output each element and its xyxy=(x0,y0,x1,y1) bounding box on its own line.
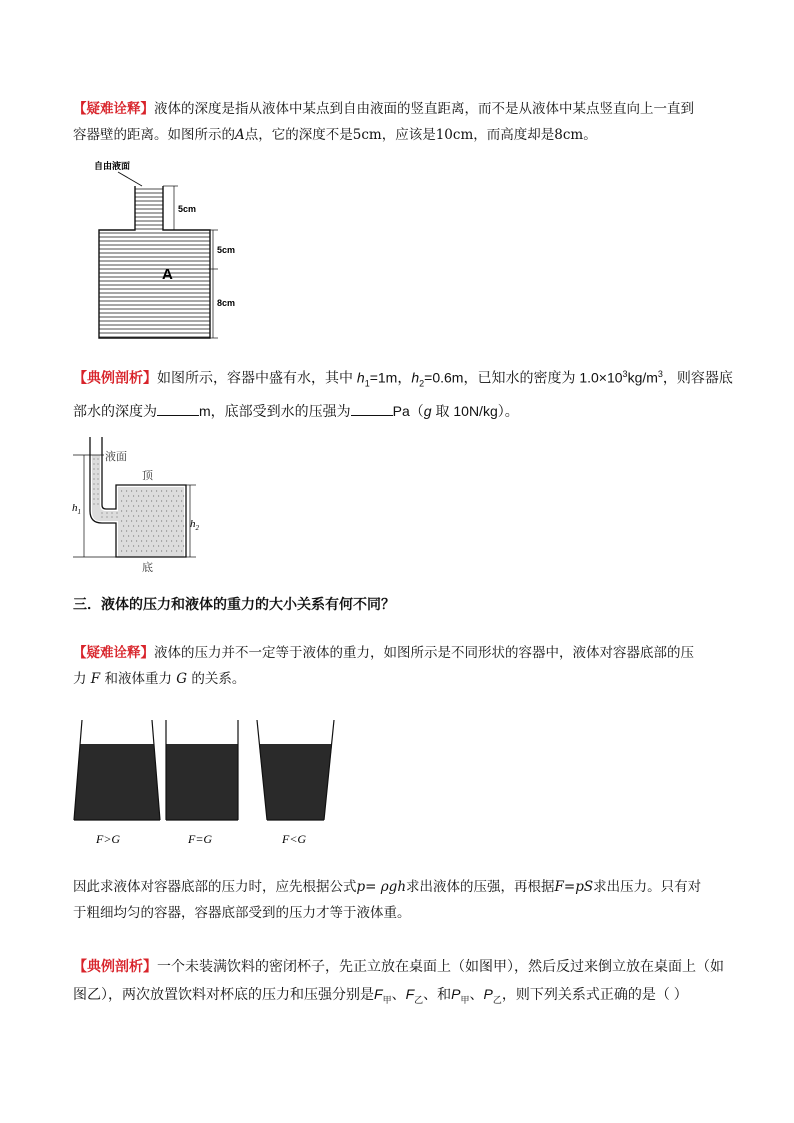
caption-f-equal-g: F=G xyxy=(188,832,213,846)
bottom-label: 底 xyxy=(142,561,153,574)
answer-blank-pressure[interactable] xyxy=(351,401,393,416)
dim-bottom-label: 8cm xyxy=(217,298,236,308)
point-a-label: A xyxy=(235,127,245,143)
dim-mid-label: 5cm xyxy=(217,245,236,255)
top-label: 顶 xyxy=(142,469,153,482)
tag-explanation-2: 【疑难诠释】 xyxy=(73,645,154,660)
explanation-paragraph-2: 【疑难诠释】液体的压力并不一定等于液体的重力，如图所示是不同形状的容器中，液体对容器底部的压 力 F 和液体重力 G 的关系。 xyxy=(73,645,694,687)
answer-blank-depth[interactable] xyxy=(157,401,199,416)
point-a-marker: A xyxy=(162,266,173,283)
free-surface-label: 自由液面 xyxy=(94,161,131,171)
tag-example: 【典例剖析】 xyxy=(73,369,157,386)
conclusion-paragraph: 因此求液体对容器底部的压力时，应先根据公式p= ρgh求出液体的压强，再根据F=pS求出压力。只有对 于粗细均匀的容器，容器底部受到的压力才等于液体重。 xyxy=(73,879,702,921)
figure-depth-diagram xyxy=(90,158,270,343)
caption-f-greater-g: F>G xyxy=(96,832,121,846)
formula-pressure: p= ρgh xyxy=(356,879,407,895)
tag-explanation: 【疑难诠释】 xyxy=(73,101,154,116)
h2-label: $h_2$ xyxy=(190,518,199,532)
figure-container-diagram xyxy=(68,437,208,577)
surface-label: 液面 xyxy=(105,450,127,463)
explanation-paragraph-1: 【疑难诠释】液体的深度是指从液体中某点到自由液面的竖直距离，而不是从液体中某点竖直向上一直到 容器壁的距离。如图所示的A点，它的深度不是5cm，应该是10cm，而高度却是8cm。 xyxy=(73,101,694,143)
figure-container-shapes xyxy=(70,718,350,848)
tag-example-2: 【典例剖析】 xyxy=(73,958,157,974)
h1-label: $h_1$ xyxy=(72,502,81,516)
example-paragraph-2: 【典例剖析】一个未装满饮料的密闭杯子，先正立放在桌面上（如图甲），然后反过来倒立放在桌面上（如 图乙），两次放置饮料对杯底的压力和压强分别是$F_甲$、$F_乙$、和$P_甲$、$P_乙$，则下列关系式正确的是（ ） xyxy=(73,958,724,1005)
formula-force: F=pS xyxy=(554,879,594,895)
caption-f-less-g: F<G xyxy=(282,832,307,846)
example-paragraph-1: 【典例剖析】如图所示，容器中盛有水，其中 $h_1=1m$，$h_2=0.6m$，已知水的密度为 $1.0\times 10^3kg/m^3$，则容器底 部水的深度为 m，底部受到水的压强为 Pa（g 取 10N/kg）。 xyxy=(73,369,733,420)
section-heading-3: 三．液体的压力和液体的重力的大小关系有何不同？ xyxy=(73,596,395,612)
dim-top-label: 5cm xyxy=(178,204,197,214)
